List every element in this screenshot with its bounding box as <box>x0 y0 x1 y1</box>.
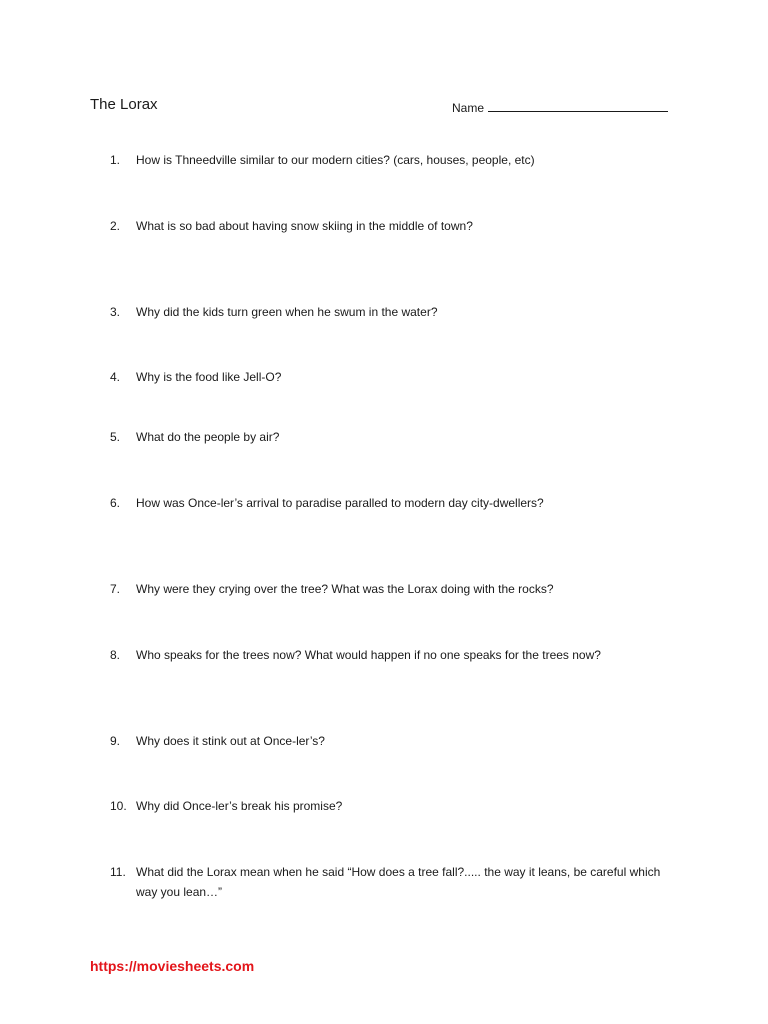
question-text: Why does it stink out at Once-ler’s? <box>136 734 325 748</box>
question-item <box>110 302 670 322</box>
question-number: 3. <box>110 305 121 319</box>
website-link[interactable]: https://moviesheets.com <box>90 958 255 974</box>
question-text: Why did the kids turn green when he swum in the water? <box>136 305 438 319</box>
name-label: Name <box>452 101 485 115</box>
question-item <box>110 427 670 447</box>
question-item <box>110 367 670 387</box>
question-item <box>110 216 670 236</box>
question-number: 11. <box>110 865 126 879</box>
question-text: How is Thneedville similar to our modern cities? (cars, houses, people, etc) <box>136 153 535 167</box>
question-text: What did the Lorax mean when he said “How does a tree fall?..... the way it leans, be careful which way you lean…” <box>136 865 661 899</box>
question-number: 10. <box>110 799 127 813</box>
question-number: 2. <box>110 219 121 233</box>
question-item <box>110 150 670 170</box>
question-text: How was Once-ler’s arrival to paradise paralled to modern day city-dwellers? <box>136 496 544 510</box>
question-text: Why were they crying over the tree? What was the Lorax doing with the rocks? <box>136 582 554 596</box>
question-item <box>110 493 670 513</box>
question-number: 6. <box>110 496 121 510</box>
question-item <box>110 862 670 902</box>
question-text: What is so bad about having snow skiing in the middle of town? <box>136 219 473 233</box>
question-number: 7. <box>110 582 121 596</box>
question-item <box>110 731 670 751</box>
question-number: 4. <box>110 370 121 384</box>
question-item <box>110 645 670 665</box>
name-field <box>452 98 668 116</box>
question-text: Why is the food like Jell-O? <box>136 370 282 384</box>
question-number: 5. <box>110 430 121 444</box>
question-number: 1. <box>110 153 121 167</box>
question-item <box>110 796 670 816</box>
question-text: Why did Once-ler’s break his promise? <box>136 799 343 813</box>
question-text: Who speaks for the trees now? What would happen if no one speaks for the trees now? <box>136 648 601 662</box>
question-number: 8. <box>110 648 121 662</box>
question-text: What do the people by air? <box>136 430 280 444</box>
page-title: The Lorax <box>90 96 158 113</box>
name-blank-line <box>488 98 668 112</box>
question-number: 9. <box>110 734 121 748</box>
question-item <box>110 579 670 599</box>
